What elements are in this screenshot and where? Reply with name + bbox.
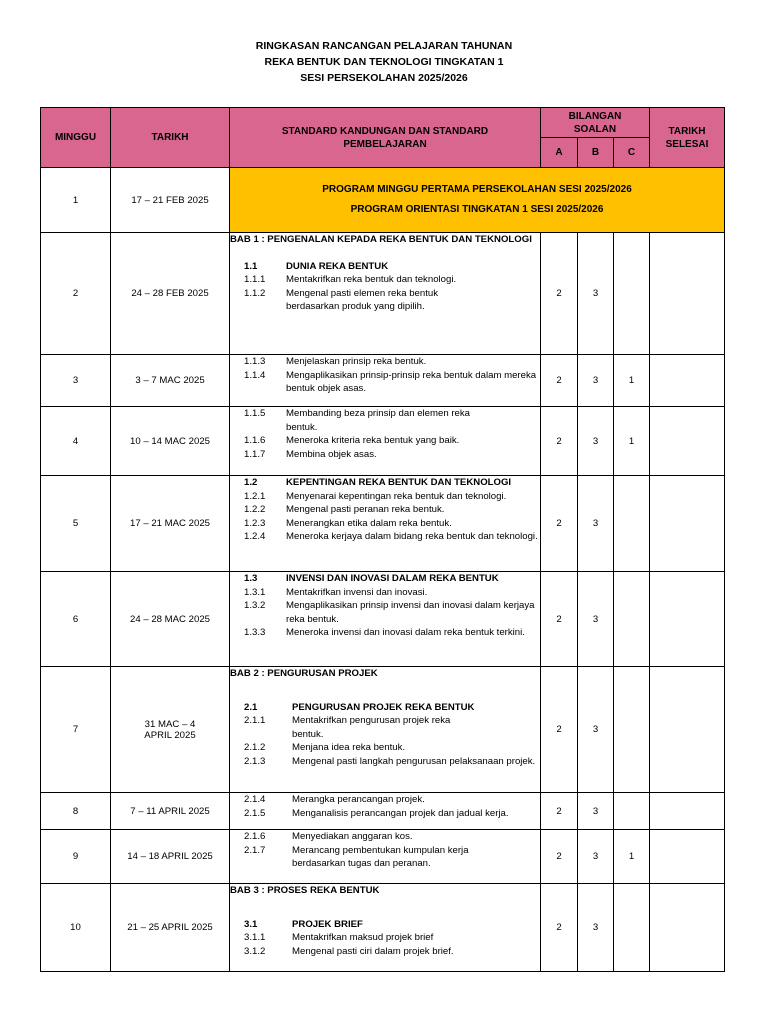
- list-item: [230, 287, 540, 314]
- item-text: Membanding beza prinsip dan elemen reka bentuk.: [286, 408, 470, 433]
- section-number: 1.2: [244, 477, 258, 488]
- tarikh-selesai-cell: [650, 830, 725, 884]
- header-a: A: [541, 138, 578, 168]
- header-tarikh-selesai: TARIKH SELESAI: [650, 108, 725, 168]
- table-row: [41, 884, 725, 972]
- item-number: 3.1.2: [244, 945, 266, 957]
- list-item: [230, 755, 540, 769]
- list-item: [230, 844, 540, 871]
- table-row: [41, 830, 725, 884]
- table-row: [41, 667, 725, 793]
- soalan-b-cell: 3: [578, 830, 614, 884]
- item-text: Membina objek asas.: [286, 448, 377, 460]
- soalan-a-cell: 2: [541, 476, 578, 572]
- soalan-c-cell: [614, 667, 650, 793]
- section-number: 3.1: [244, 918, 258, 930]
- item-number: 3.1.1: [244, 932, 266, 944]
- item-text: Mentakrifkan maksud projek brief: [292, 932, 434, 944]
- item-text: Meneroka kerjaya dalam bidang reka bentuk dan teknologi.: [286, 531, 538, 543]
- tarikh-selesai-cell: [650, 793, 725, 830]
- soalan-b-cell: 3: [578, 355, 614, 407]
- soalan-c-cell: 1: [614, 830, 650, 884]
- list-item: [230, 741, 540, 755]
- soalan-a-cell: 2: [541, 233, 578, 355]
- soalan-b-cell: 3: [578, 572, 614, 667]
- item-text: Menyenarai kepentingan reka bentuk dan teknologi.: [286, 490, 507, 502]
- tarikh-selesai-cell: [650, 884, 725, 972]
- section-heading: [230, 918, 540, 932]
- section-title: DUNIA REKA BENTUK: [286, 260, 389, 272]
- section-number: 2.1: [244, 701, 258, 713]
- section-heading: [230, 701, 540, 715]
- banner-line-2: PROGRAM ORIENTASI TINGKATAN 1 SESI 2025/2026: [350, 204, 604, 215]
- header-bilangan-soalan: BILANGAN SOALAN: [541, 108, 650, 138]
- item-number: 1.3.1: [244, 586, 266, 598]
- minggu-cell: 2: [41, 233, 111, 355]
- list-item: [230, 490, 540, 504]
- title-line-3: SESI PERSEKOLAHAN 2025/2026: [300, 72, 468, 84]
- item-number: 1.3.3: [244, 627, 266, 639]
- header-standard: STANDARD KANDUNGAN DAN STANDARD PEMBELAJARAN: [230, 108, 541, 168]
- minggu-cell: 9: [41, 830, 111, 884]
- soalan-a-cell: 2: [541, 667, 578, 793]
- soalan-c-cell: 1: [614, 407, 650, 476]
- item-number: 1.2.2: [244, 504, 266, 516]
- item-number: 1.1.7: [244, 448, 266, 460]
- list-item: [230, 830, 540, 844]
- soalan-a-cell: 2: [541, 884, 578, 972]
- standard-cell: [230, 476, 541, 572]
- list-item: [230, 530, 540, 544]
- tarikh-cell: 14 – 18 APRIL 2025: [111, 830, 230, 884]
- standard-cell: [230, 884, 541, 972]
- item-number: 2.1.2: [244, 742, 266, 754]
- tarikh-cell: 17 – 21 MAC 2025: [111, 476, 230, 572]
- item-number: 2.1.1: [244, 715, 266, 727]
- standard-cell: [230, 355, 541, 407]
- tarikh-selesai-cell: [650, 667, 725, 793]
- tarikh-selesai-cell: [650, 355, 725, 407]
- tarikh-selesai-cell: [650, 233, 725, 355]
- bab-heading: BAB 3 : PROSES REKA BENTUK: [230, 885, 380, 896]
- list-item: [230, 448, 540, 462]
- table-row: [41, 233, 725, 355]
- section-title: KEPENTINGAN REKA BENTUK DAN TEKNOLOGI: [286, 477, 512, 488]
- standard-cell: [230, 830, 541, 884]
- bab-heading: BAB 2 : PENGURUSAN PROJEK: [230, 668, 378, 679]
- minggu-cell: 8: [41, 793, 111, 830]
- tarikh-cell: 24 – 28 FEB 2025: [111, 233, 230, 355]
- item-number: 1.3.2: [244, 600, 266, 612]
- item-text: Mentakrifkan invensi dan inovasi.: [286, 586, 428, 598]
- item-number: 1.2.1: [244, 490, 266, 502]
- header-c: C: [614, 138, 650, 168]
- item-text: Merangka perancangan projek.: [292, 794, 425, 805]
- standard-cell: [230, 667, 541, 793]
- item-number: 1.1.2: [244, 287, 266, 299]
- list-item: [230, 273, 540, 287]
- item-text: Menerangkan etika dalam reka bentuk.: [286, 517, 452, 529]
- lesson-plan-table: [40, 107, 725, 972]
- tarikh-cell: 7 – 11 APRIL 2025: [111, 793, 230, 830]
- table-row: [41, 572, 725, 667]
- soalan-c-cell: [614, 233, 650, 355]
- list-item: [230, 369, 540, 396]
- soalan-c-cell: [614, 476, 650, 572]
- tarikh-cell: 31 MAC – 4 APRIL 2025: [111, 667, 230, 793]
- tarikh-cell: 17 – 21 FEB 2025: [111, 168, 230, 233]
- tarikh-selesai-cell: [650, 407, 725, 476]
- item-text: Mengaplikasikan prinsip invensi dan inovasi dalam kerjaya reka bentuk.: [286, 600, 535, 625]
- item-text: Mengenal pasti langkah pengurusan pelaksanaan projek.: [292, 755, 536, 767]
- section-number: 1.1: [244, 260, 258, 272]
- soalan-a-cell: 2: [541, 407, 578, 476]
- section-title: PENGURUSAN PROJEK REKA BENTUK: [292, 701, 475, 713]
- soalan-b-cell: 3: [578, 407, 614, 476]
- soalan-b-cell: 3: [578, 793, 614, 830]
- banner-line-1: PROGRAM MINGGU PERTAMA PERSEKOLAHAN SESI 2025/2026: [322, 184, 632, 195]
- item-number: 2.1.7: [244, 844, 266, 856]
- table-row: [41, 476, 725, 572]
- soalan-b-cell: 3: [578, 476, 614, 572]
- list-item: [230, 586, 540, 600]
- list-item: [230, 599, 540, 626]
- soalan-a-cell: 2: [541, 572, 578, 667]
- item-text: Meneroka invensi dan inovasi dalam reka bentuk terkini.: [286, 627, 525, 639]
- table-row: [41, 793, 725, 830]
- item-text: Mengenal pasti elemen reka bentuk berdasarkan produk yang dipilih.: [286, 287, 438, 313]
- minggu-cell: 5: [41, 476, 111, 572]
- list-item: [230, 714, 540, 741]
- item-text: Menjelaskan prinsip reka bentuk.: [286, 356, 427, 367]
- minggu-cell: 7: [41, 667, 111, 793]
- item-number: 2.1.3: [244, 755, 266, 767]
- header-minggu: MINGGU: [41, 108, 111, 168]
- soalan-b-cell: 3: [578, 884, 614, 972]
- item-number: 1.2.3: [244, 517, 266, 529]
- item-number: 1.2.4: [244, 531, 266, 543]
- section-number: 1.3: [244, 573, 258, 584]
- tarikh-cell: 10 – 14 MAC 2025: [111, 407, 230, 476]
- list-item: [230, 355, 540, 369]
- item-text: Mengenal pasti ciri dalam projek brief.: [292, 945, 454, 957]
- soalan-c-cell: [614, 793, 650, 830]
- soalan-c-cell: [614, 572, 650, 667]
- bab-heading: BAB 1 : PENGENALAN KEPADA REKA BENTUK DAN TEKNOLOGI: [230, 234, 532, 245]
- standard-cell: [230, 407, 541, 476]
- minggu-cell: 6: [41, 572, 111, 667]
- soalan-b-cell: 3: [578, 667, 614, 793]
- standard-cell: [230, 233, 541, 355]
- soalan-c-cell: [614, 884, 650, 972]
- item-number: 1.1.1: [244, 274, 266, 286]
- section-title: PROJEK BRIEF: [292, 918, 363, 930]
- orientation-banner: [230, 168, 725, 233]
- standard-cell: [230, 572, 541, 667]
- minggu-cell: 10: [41, 884, 111, 972]
- list-item: [230, 503, 540, 517]
- tarikh-cell: 21 – 25 APRIL 2025: [111, 884, 230, 972]
- list-item: [230, 931, 540, 945]
- list-item: [230, 517, 540, 531]
- list-item: [230, 793, 540, 807]
- item-text: Mengaplikasikan prinsip-prinsip reka bentuk dalam mereka bentuk objek asas.: [286, 369, 537, 395]
- item-number: 1.1.3: [244, 356, 266, 367]
- tarikh-cell: 3 – 7 MAC 2025: [111, 355, 230, 407]
- standard-cell: [230, 793, 541, 830]
- list-item: [230, 807, 540, 821]
- tarikh-selesai-cell: [650, 476, 725, 572]
- minggu-cell: 1: [41, 168, 111, 233]
- soalan-a-cell: 2: [541, 830, 578, 884]
- soalan-b-cell: 3: [578, 233, 614, 355]
- list-item: [230, 434, 540, 448]
- list-item: [230, 945, 540, 959]
- item-text: Mentakrifkan reka bentuk dan teknologi.: [286, 274, 457, 286]
- table-row: [41, 168, 725, 233]
- item-number: 2.1.6: [244, 831, 266, 842]
- soalan-a-cell: 2: [541, 355, 578, 407]
- table-row: [41, 407, 725, 476]
- tarikh-selesai-cell: [650, 572, 725, 667]
- soalan-c-cell: 1: [614, 355, 650, 407]
- title-line-2: REKA BENTUK DAN TEKNOLOGI TINGKATAN 1: [264, 56, 504, 68]
- item-number: 1.1.4: [244, 369, 266, 381]
- item-number: 1.1.6: [244, 435, 266, 447]
- item-text: Mengenal pasti peranan reka bentuk.: [286, 504, 445, 516]
- section-title: INVENSI DAN INOVASI DALAM REKA BENTUK: [286, 573, 499, 584]
- item-text: Merancang pembentukan kumpulan kerja berdasarkan tugas dan peranan.: [292, 844, 469, 870]
- item-text: Mentakrifkan pengurusan projek reka bentuk.: [292, 715, 451, 740]
- item-number: 1.1.5: [244, 408, 266, 419]
- header-tarikh: TARIKH: [111, 108, 230, 168]
- item-number: 2.1.5: [244, 807, 266, 819]
- tarikh-cell: 24 – 28 MAC 2025: [111, 572, 230, 667]
- item-text: Meneroka kriteria reka bentuk yang baik.: [286, 435, 460, 447]
- list-item: [230, 407, 540, 434]
- header-b: B: [578, 138, 614, 168]
- list-item: [230, 626, 540, 640]
- title-line-1: RINGKASAN RANCANGAN PELAJARAN TAHUNAN: [255, 40, 513, 52]
- minggu-cell: 3: [41, 355, 111, 407]
- item-text: Menyediakan anggaran kos.: [292, 831, 413, 842]
- section-heading: [230, 260, 540, 274]
- soalan-a-cell: 2: [541, 793, 578, 830]
- item-text: Menganalisis perancangan projek dan jadual kerja.: [292, 807, 509, 819]
- item-text: Menjana idea reka bentuk.: [292, 742, 406, 754]
- item-number: 2.1.4: [244, 794, 266, 805]
- table-row: [41, 355, 725, 407]
- section-heading: [230, 572, 540, 586]
- section-heading: [230, 476, 540, 490]
- document-title: [0, 38, 768, 86]
- minggu-cell: 4: [41, 407, 111, 476]
